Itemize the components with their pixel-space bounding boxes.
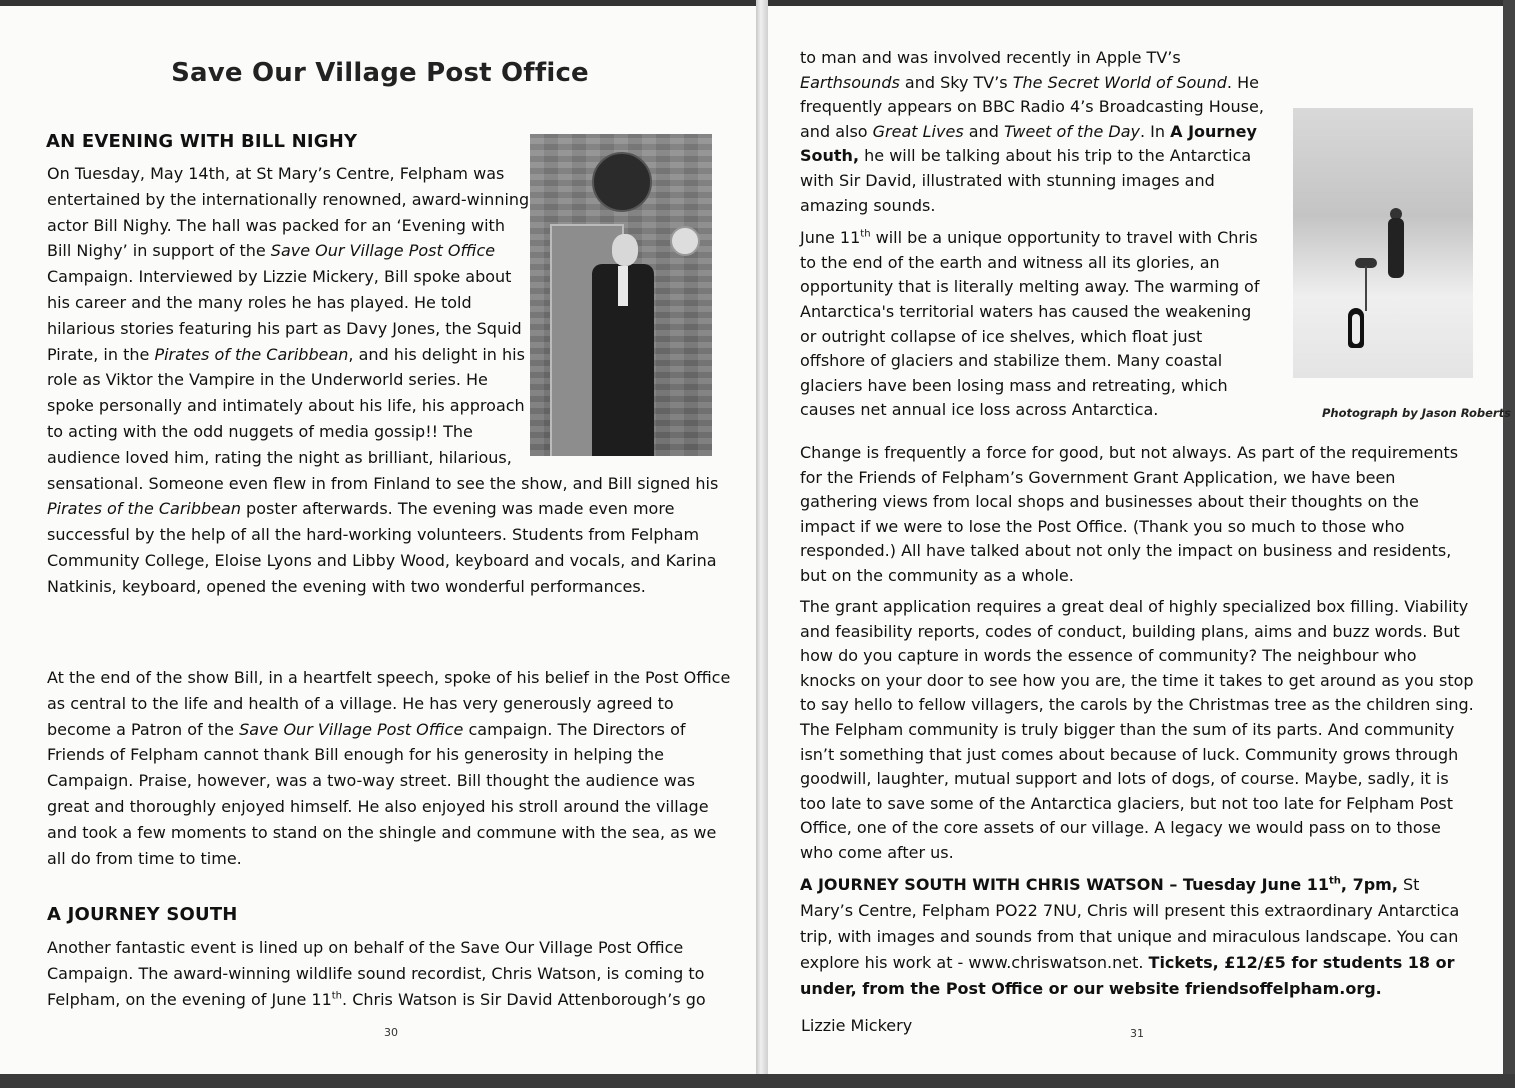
bill-nighy-text (47, 161, 737, 600)
chris-watson-bio: to man and was involved recently in Apple TV’s Earthsounds and Sky TV’s The Secret World of Sound. He frequently appears on BBC Radio 4’s Broadcasting House, and also Great Lives and Tweet of the Day. In A Journey South, he will be talking about his trip to the Antarctica with Sir David, illustrated with stunning images and amazing sounds. (800, 48, 1264, 215)
photo-float-spacer (532, 161, 737, 453)
section-heading-journey-south: A JOURNEY SOUTH (47, 904, 238, 925)
photo-float-spacer-right (1268, 46, 1460, 386)
bill-p2-c: campaign. The Directors of Friends of Felpham cannot thank Bill enough for his generosity in helping the Campaign. Praise, however, was a two-way street. Bill thought the audience was great and thoroughly enjoyed himself. He also enjoyed his stroll around the village and took a few moments to stand on the shingle and commune with the sea, as we all do from time to time. (47, 719, 717, 868)
journey-south-paragraph (47, 935, 737, 1012)
bill-nighy-paragraph-2 (47, 665, 737, 871)
change-paragraph: Change is frequently a force for good, but not always. As part of the requirements for the Friends of Felpham’s Government Grant Application, we have been gathering views from local shops and businesses about their thoughts on the impact if we were to lose the Post Office. (Thank you so much to those who responded.) All have talked about not only the impact on business and residents, but on the community as a whole. (800, 443, 1459, 585)
page-number-right: 31 (1130, 1027, 1144, 1040)
right-continuation-text (800, 46, 1460, 423)
page-number-left: 30 (384, 1026, 398, 1039)
journey-p1-a: Another fantastic event is lined up on behalf of the Save Our Village Post Office Campaign. The award-winning wildlife sound recordist, Chris Watson, is coming to Felpham, on the evening of June 11 (47, 938, 705, 1009)
bill-p2-a: At the end of the show Bill, in a heartfelt speech, spoke of his belief in the Post Office as central to the life and health of a village. He has very generously agreed to become a Patron of the (47, 668, 731, 739)
bill-p2-b: Save Our Village Post Office (239, 719, 464, 739)
journey-p1-b: . Chris Watson is Sir David Attenborough’s go (342, 989, 706, 1009)
spine-gutter (756, 0, 768, 1080)
bill-p1-c: Campaign. Interviewed by Lizzie Mickery, Bill spoke about his career and the many roles he has played. He told hilarious stories featuring his part as Davy Jones, the Squid Pirate, in the (47, 267, 522, 364)
event-title: A JOURNEY SOUTH WITH CHRIS WATSON – Tuesday June 11 (800, 875, 1330, 894)
event-description: St Mary’s Centre, Felpham PO22 7NU, Chris will present this extraordinary Antarctica trip, with images and sounds from that unique and miraculous landscape. You can explore his work at - www.chriswatson.net. (800, 875, 1460, 972)
photo-caption: Photograph by Jason Roberts (1322, 406, 1511, 420)
event-time: , 7pm, (1340, 875, 1398, 894)
bottom-edge (0, 1074, 1515, 1088)
journey-p1-sup: th (331, 990, 343, 1002)
bill-p1-f: Pirates of the Caribbean (47, 499, 241, 519)
bill-p1-a: On Tuesday, May 14th, at St Mary’s Centre, Felpham was entertained by the internationally renowned, award-winning actor Bill Nighy. The hall was packed for an ‘Evening with Bill Nighy’ in support of the (47, 164, 530, 261)
bill-p1-b: Save Our Village Post Office (270, 241, 496, 261)
bill-p1-e: , and his delight in his role as Viktor the Vampire in the Underworld series. He spoke personally and intimately about his life, his approach to acting with the odd nuggets of media gossip!! The audience loved him, rating the night as brilliant, hilarious, sensational. Someone even flew in from Finland to see the show, and Bill signed his (47, 344, 719, 493)
section-heading-bill-nighy: AN EVENING WITH BILL NIGHY (46, 131, 358, 152)
event-details-paragraph (800, 872, 1460, 1002)
bill-p1-g: poster afterwards. The evening was made even more successful by the help of all the hard-working volunteers. Students from Felpham Community College, Eloise Lyons and Libby Wood, keyboard and vocals, and Karina Natkinis, keyboard, opened the evening with two wonderful performances. (47, 499, 717, 596)
event-sup: th (1329, 875, 1341, 887)
bill-p1-d: Pirates of the Caribbean (154, 344, 349, 364)
event-tickets: Tickets, £12/£5 for students 18 or under, from the Post Office or our website friendsoffelpham.org. (800, 953, 1455, 998)
grant-paragraph: The grant application requires a great deal of highly specialized box filling. Viability and feasibility reports, codes of conduct, building plans, aims and buzz words. But how do you capture in words the essence of community? The neighbour who knocks on your door to see how you are, the time it takes to get around as you stop to say hello to fellow villagers, the carols by the Christmas tree as the children sing. The Felpham community is truly bigger than the sum of its parts. And community isn’t something that just comes about because of luck. Community grows through goodwill, laughter, mutual support and lots of dogs, of course. Maybe, sadly, it is too late to save some of the Antarctica glaciers, but not too late for Felpham Post Office, one of the core assets of our village. A legacy we would pass on to those who come after us. (800, 597, 1474, 862)
page-edge (1503, 0, 1515, 1088)
june-11-paragraph: June 11th will be a unique opportunity to travel with Chris to the end of the earth and witness all its glories, an opportunity that is literally melting away. The warming of Antarctica's territorial waters has caused the weakening or outright collapse of ice shelves, which float just offshore of glaciers and stabilize them. Many coastal glaciers have been losing mass and retreating, which causes net annual ice loss across Antarctica. (800, 228, 1260, 420)
author-signature: Lizzie Mickery (801, 1016, 913, 1035)
page-title: Save Our Village Post Office (171, 58, 589, 88)
